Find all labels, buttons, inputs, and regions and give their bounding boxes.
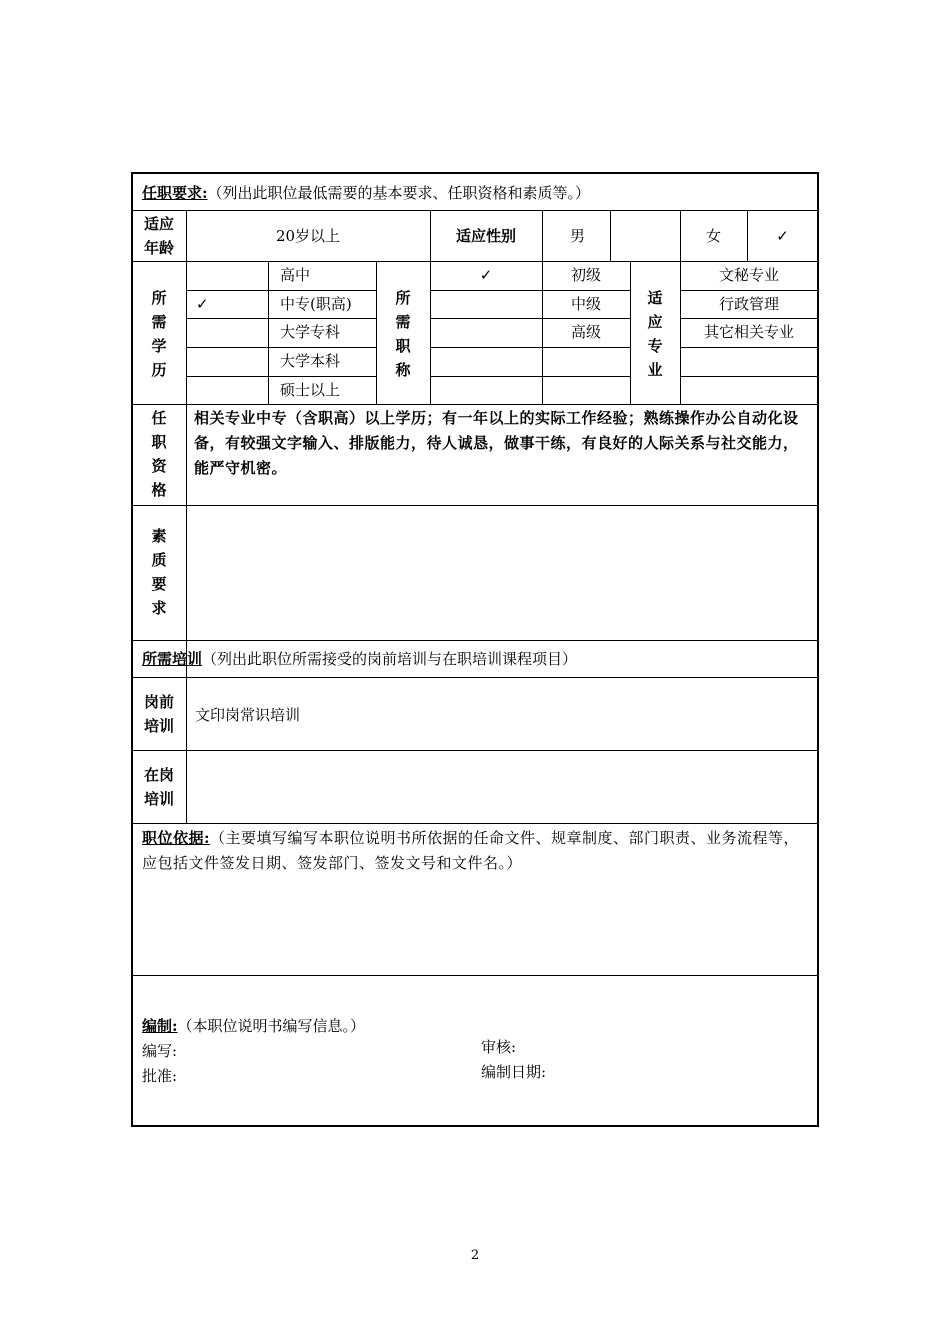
gender-female: 女 — [705, 227, 721, 245]
training-heading: 所需培训 — [142, 650, 203, 668]
requirements-heading: 任职要求: — [142, 184, 208, 202]
row-divider — [132, 975, 818, 976]
title-label: 所需职称 — [395, 289, 411, 379]
row-divider — [430, 318, 630, 319]
age-label: 年龄 — [143, 239, 174, 257]
gender-female-check: ✓ — [776, 227, 789, 245]
title-level: 高级 — [570, 323, 601, 341]
row-divider — [132, 823, 818, 824]
row-divider — [132, 404, 818, 405]
title-level: 初级 — [570, 266, 601, 284]
pre-training-value: 文印岗常识培训 — [195, 706, 301, 724]
title-level: 中级 — [570, 295, 601, 313]
row-divider — [132, 505, 818, 506]
row-divider — [430, 347, 630, 348]
writer-field: 编写: — [142, 1042, 178, 1060]
training-note: （列出此职位所需接受的岗前培训与在职培训课程项目） — [202, 650, 578, 668]
requirements-note: （列出此职位最低需要的基本要求、任职资格和素质等。） — [207, 184, 591, 202]
education-label: 所需学历 — [151, 289, 167, 379]
education-level: 大学本科 — [280, 352, 341, 370]
on-training-label: 培训 — [143, 790, 174, 808]
row-divider — [680, 318, 818, 319]
row-divider — [680, 290, 818, 291]
row-divider — [132, 640, 818, 641]
compile-note: （本职位说明书编写信息。） — [177, 1017, 366, 1035]
requirements-header — [142, 183, 590, 203]
row-divider — [430, 290, 630, 291]
education-level: 高中 — [280, 266, 311, 284]
education-level: 中专(职高) — [280, 295, 352, 313]
row-divider — [680, 376, 818, 377]
qualification-label: 任职资格 — [151, 409, 167, 499]
age-label: 适应 — [143, 215, 174, 233]
training-header — [142, 649, 577, 669]
approver-field: 批准: — [142, 1067, 178, 1085]
date-field: 编制日期: — [481, 1063, 547, 1081]
basis-heading: 职位依据: — [142, 829, 211, 847]
row-divider — [680, 347, 818, 348]
gender-label: 适应性别 — [455, 227, 516, 245]
column-divider — [376, 261, 377, 404]
row-divider — [430, 376, 630, 377]
pre-training-label: 岗前 — [143, 693, 174, 711]
basis-note: （主要填写编写本职位说明书所依据的任命文件、规章制度、部门职责、业务流程等，应包括文件签发日期、签发部门、签发文号和文件名。） — [142, 829, 800, 872]
column-divider — [630, 261, 631, 404]
row-divider — [132, 750, 818, 751]
title-check: ✓ — [479, 266, 493, 284]
age-value: 20岁以上 — [275, 227, 341, 245]
row-divider — [186, 290, 376, 291]
row-divider — [132, 261, 818, 262]
row-divider — [132, 210, 818, 211]
row-divider — [186, 347, 376, 348]
compile-header — [142, 1016, 365, 1036]
gender-male: 男 — [570, 227, 586, 245]
compile-heading: 编制: — [142, 1017, 178, 1035]
pre-training-label: 培训 — [143, 717, 174, 735]
row-divider — [132, 677, 818, 678]
major-item: 文秘专业 — [718, 266, 779, 284]
quality-label: 素质要求 — [151, 527, 167, 617]
column-divider — [268, 261, 269, 404]
education-check: ✓ — [196, 295, 209, 313]
row-divider — [186, 318, 376, 319]
page-number: 2 — [470, 1248, 480, 1263]
major-label: 适应专业 — [647, 289, 663, 379]
major-item: 其它相关专业 — [703, 323, 794, 341]
reviewer-field: 审核: — [481, 1038, 517, 1056]
education-level: 大学专科 — [280, 323, 341, 341]
on-training-label: 在岗 — [143, 766, 174, 784]
row-divider — [186, 376, 376, 377]
education-level: 硕士以上 — [280, 381, 341, 399]
major-item: 行政管理 — [718, 295, 779, 313]
basis-section — [142, 826, 810, 876]
qualification-text: 相关专业中专（含职高）以上学历；有一年以上的实际工作经验；熟练操作办公自动化设备，有较强文字输入、排版能力，待人诚恳，做事干练，有良好的人际关系与社交能力，能严守机密。 — [194, 409, 799, 477]
